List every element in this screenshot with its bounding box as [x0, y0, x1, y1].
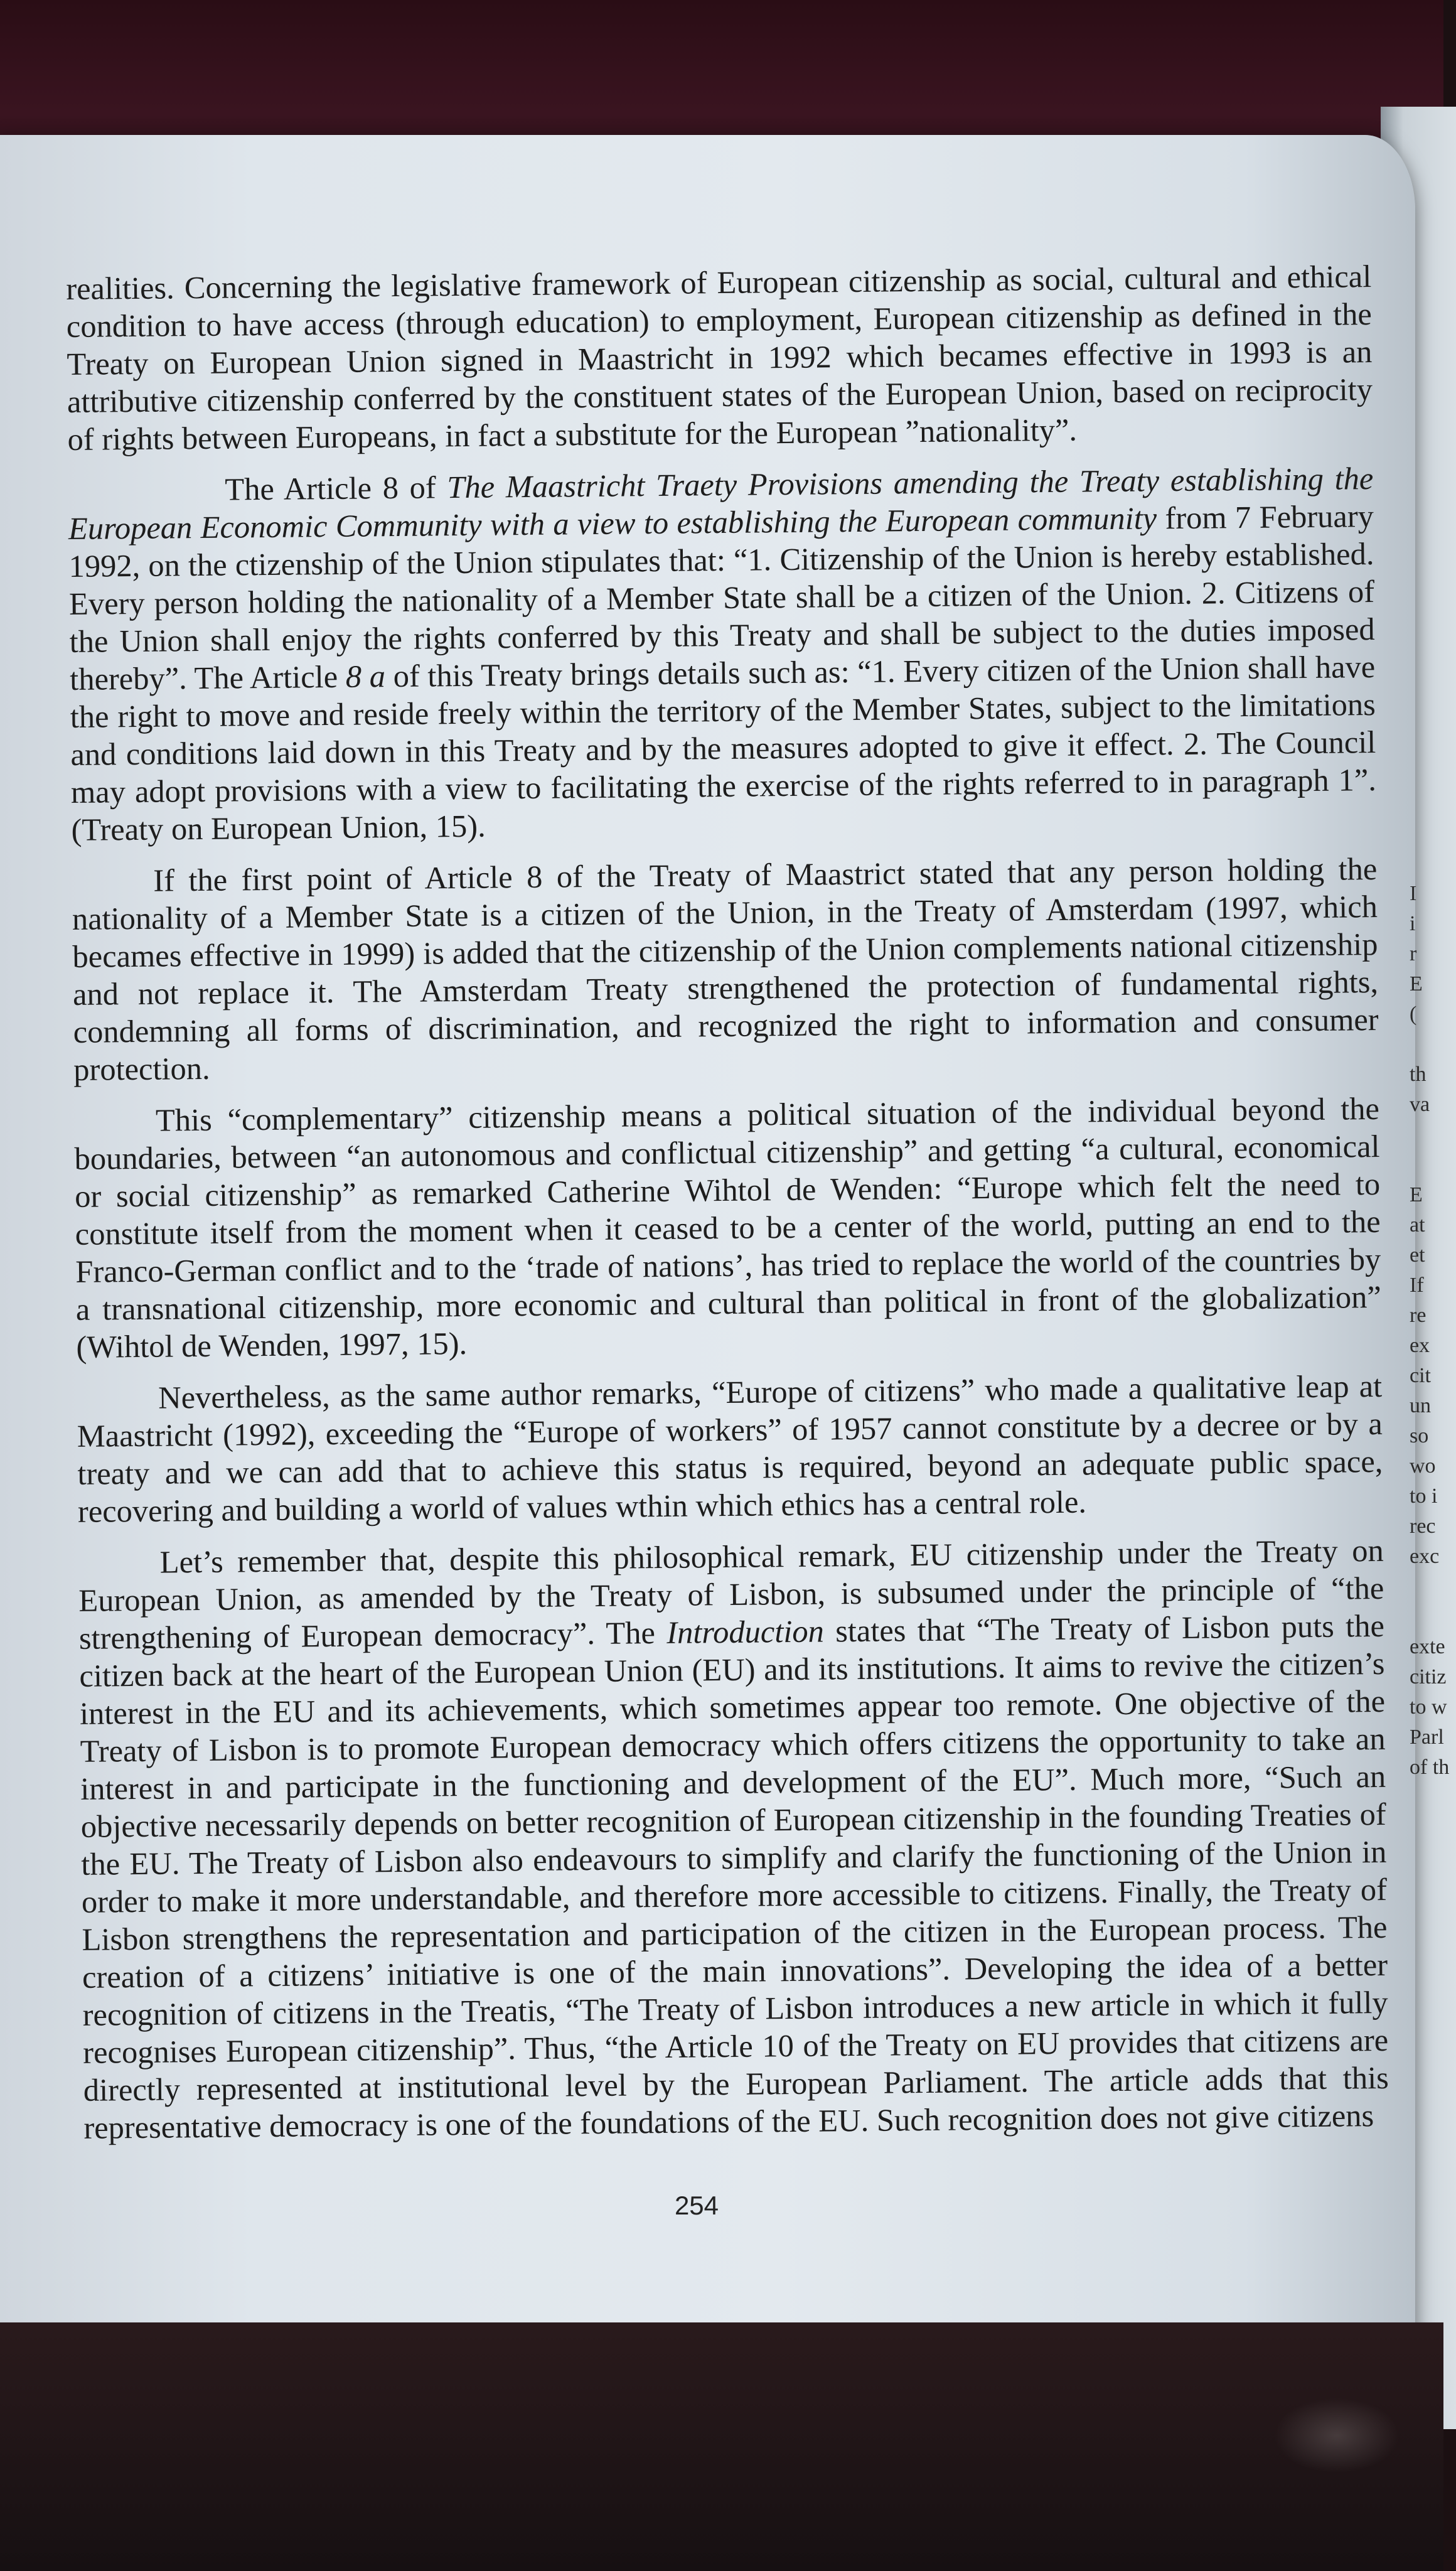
fragment	[1410, 1120, 1447, 1150]
article8-text-2: of this Treaty brings details such as: “1. Every citizen of the Union shall have the right to move and reside freely within the territory of the Member States, subject to the limitations and conditions laid down in this Treaty and by the measures adopted to give it effect. 2. The Council may adopt provisions with a view to facilitating the exercise of the rights referred to in paragraph 1”.(Treaty on European Union, 15).	[70, 649, 1377, 847]
fragment: (	[1410, 1002, 1417, 1026]
fragment	[1410, 1029, 1447, 1060]
fragment: va	[1410, 1093, 1430, 1116]
fragment: citiz	[1410, 1665, 1447, 1688]
fragment	[1410, 1150, 1447, 1180]
fragment: I	[1410, 882, 1417, 905]
page-number: 254	[674, 2191, 719, 2220]
fragment: so	[1410, 1424, 1429, 1447]
fragment: to i	[1410, 1484, 1438, 1508]
fragment	[1410, 1602, 1447, 1632]
fragment: rec	[1410, 1515, 1436, 1538]
fragment: to w	[1410, 1695, 1447, 1719]
fragment: exc	[1410, 1545, 1440, 1568]
fragment: E	[1410, 1183, 1423, 1206]
page-body-text	[66, 257, 1389, 2160]
fragment: r	[1410, 942, 1417, 965]
fragment: th	[1410, 1063, 1427, 1086]
article8-lead: The Article 8 of	[225, 470, 447, 507]
paragraph-complementary: This “complementary” citizenship means a political situation of the individual beyond the boundaries, between “an autonomous and conflictual citizenship” and getting “a cultural, economical or social citizenship” as remarked Catherine Wihtol de Wenden: “Europe which felt the need to constitute itself from the moment when it ceased to be a center of the world, putting an end to the Franco-German conflict and to the ‘trade of nations’, has tried to replace the world of the countries by a transnational citizenship, more economic and cultural than political in front of the globalization” (Wihtol de Wenden, 1997, 15).	[74, 1090, 1382, 1365]
background-bottom	[0, 2322, 1443, 2571]
facing-page-text-fragments	[1410, 879, 1450, 2197]
fragment: re	[1410, 1304, 1427, 1327]
fragment: exte	[1410, 1635, 1445, 1658]
lisbon-text-2: states that “The Treaty of Lisbon puts the citizen back at the heart of the European Union (EU) and its institutions. It aims to revive the citizen’s interest in the EU and its achievements, which sometimes appear too remote. One objective of the Treaty of Lisbon is to promote European democracy which offers citizens the opportunity to take an interest in and participate in the functioning and development of the EU”. Much more, “Such an objective necessarily depends on better recognition of European citizenship in the founding Treaties of the EU. The Treaty of Lisbon also endeavours to simplify and clarify the functioning of the Union in order to make it more understandable, and therefore more accessible to citizens. Finally, the Treaty of Lisbon strengthens the representation and participation of the citizen in the European process. The creation of a citizens’ initiative is one of the main innovations”. Developing the idea of a better recognition of citizens in the Treatis, “The Treaty of Lisbon introduces a new article in which it fully recognises European citizenship”. Thus, “the Article 10 of the Treaty on EU provides that citizens are directly represented at institutional level by the European Parliament. The article adds that this representative democracy is one of the foundations of the EU. Such recognition does not give citizens	[79, 1608, 1389, 2145]
fragment: cit	[1410, 1364, 1431, 1387]
introduction-label: Introduction	[666, 1613, 825, 1650]
paragraph-nevertheless: Nevertheless, as the same author remarks, “Europe of citizens” who made a qualitative leap at Maastricht (1992), exceeding the “Europe of workers” of 1957 cannot constitute by a decree or by a treaty and we can add that to achieve this status is required, beyond an adequate public space, recovering and building a world of values wthin which ethics has a central role.	[77, 1368, 1383, 1529]
fragment: et	[1410, 1243, 1425, 1267]
treaty-title: The Maastricht Traety Provisions amending the Treaty establishing the European Economic Community with a view to establishing the European community	[68, 461, 1374, 546]
paragraph-realities: realities. Concerning the legislative framework of European citizenship as social, cultural and ethical condition to have access (through education) to employment, European citizenship as defined in the Treaty on European Union signed in Maastricht in 1992 which becames effective in 1993 is an attributive citizenship conferred by the constituent states of the European Union, based on reciprocity of rights between Europeans, in fact a substitute for the European ”nationality”.	[66, 259, 1373, 457]
paragraph-lisbon	[78, 1532, 1389, 2147]
paragraph-amsterdam: If the first point of Article 8 of the Treaty of Maastrict stated that any person holding the nationality of a Member State is a citizen of the Union, in the Treaty of Amsterdam (1997, which becames effective in 1999) is added that the citizenship of the Union complements national citizenship and not replace it. The Amsterdam Treaty strengthened the protection of fundamental rights, condemning all forms of discrimination, and recognized the right to information and consumer protection.	[72, 851, 1379, 1087]
surface-glare	[1274, 2398, 1400, 2473]
fragment: E	[1410, 972, 1423, 996]
lisbon-text-1: Let’s remember that, despite this philosophical remark, EU citizenship under the Treaty on European Union, as amended by the Treaty of Lisbon, is subsumed under the principle of “the strengthening of European democracy”. The	[78, 1532, 1384, 1656]
fragment	[1410, 1572, 1447, 1602]
fragment: at	[1410, 1213, 1425, 1237]
fragment: If	[1410, 1274, 1424, 1297]
fragment: i	[1410, 912, 1416, 935]
fragment: wo	[1410, 1454, 1436, 1478]
article-reference: 8 a	[345, 658, 386, 694]
article8-text-1: from 7 February 1992, on the ctizenship of the Union stipulates that: “1. Citizenship of the Union is hereby established. Every person holding the nationality of a Member State shall be a citizen of the Union. 2. Citizens of the Union shall enjoy the rights conferred by this Treaty and shall be subject to the duties imposed thereby”. The Article	[68, 498, 1375, 697]
fragment: Parl	[1410, 1726, 1444, 1749]
fragment: un	[1410, 1394, 1431, 1417]
fragment: ex	[1410, 1334, 1430, 1357]
fragment: of th	[1410, 1756, 1450, 1779]
paragraph-article-8	[68, 459, 1377, 849]
